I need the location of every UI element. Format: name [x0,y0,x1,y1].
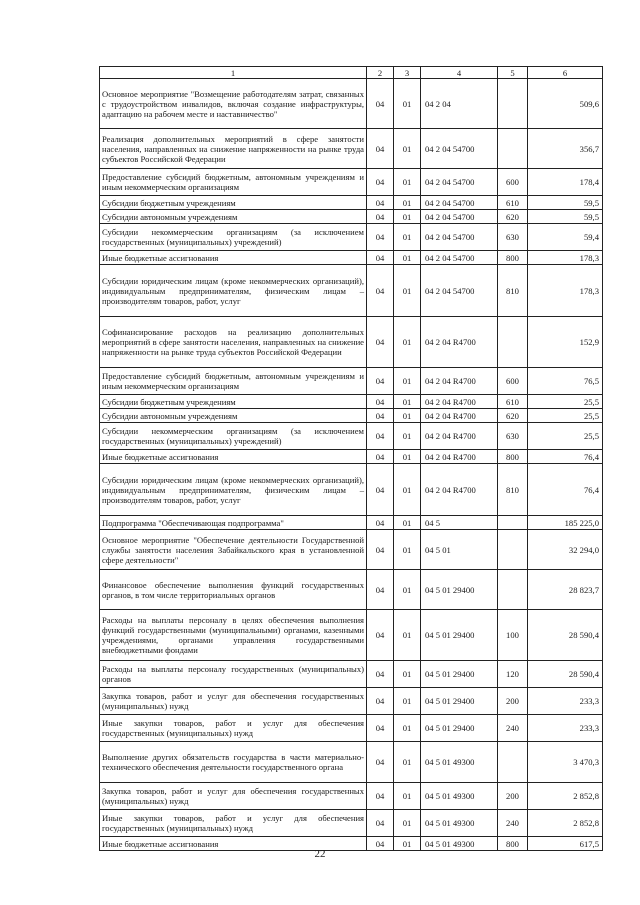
cell-amount: 233,3 [528,715,603,742]
cell-expense-type: 600 [498,368,528,395]
cell-section: 04 [367,610,394,661]
cell-target-article: 04 2 04 R4700 [421,423,498,450]
cell-name: Софинансирование расходов на реализацию дополнительных мероприятий в сфере занятости населения, направленных на снижение напряженности на рынке труда субъектов Российской Федерации [100,317,367,368]
cell-section: 04 [367,810,394,837]
cell-section: 04 [367,317,394,368]
cell-section: 04 [367,129,394,169]
table-row [100,570,603,610]
table-row [100,810,603,837]
cell-subsection: 01 [394,129,421,169]
cell-subsection: 01 [394,317,421,368]
cell-expense-type: 620 [498,409,528,423]
table-row [100,423,603,450]
cell-amount: 178,3 [528,251,603,265]
cell-expense-type [498,570,528,610]
cell-amount: 76,4 [528,450,603,464]
cell-section: 04 [367,251,394,265]
cell-subsection: 01 [394,409,421,423]
cell-section: 04 [367,516,394,530]
cell-name: Подпрограмма "Обеспечивающая подпрограмма" [100,516,367,530]
cell-name: Финансовое обеспечение выполнения функций государственных органов, в том числе территориальных органов [100,570,367,610]
cell-section: 04 [367,409,394,423]
cell-expense-type: 800 [498,450,528,464]
cell-section: 04 [367,742,394,783]
cell-section: 04 [367,570,394,610]
cell-section: 04 [367,464,394,516]
cell-expense-type: 100 [498,610,528,661]
cell-section: 04 [367,196,394,210]
cell-expense-type: 800 [498,837,528,851]
cell-amount: 59,5 [528,196,603,210]
cell-target-article: 04 5 01 29400 [421,661,498,688]
cell-amount: 152,9 [528,317,603,368]
cell-name: Основное мероприятие "Возмещение работодателям затрат, связанных с трудоустройством инвалидов, включая создание инфраструктуры, адаптацию на рабочем месте и наставничество" [100,79,367,129]
cell-name: Субсидии бюджетным учреждениям [100,196,367,210]
table-row [100,368,603,395]
table-row [100,129,603,169]
cell-section: 04 [367,530,394,570]
table-row [100,409,603,423]
budget-table-body [100,67,603,851]
cell-name: Иные бюджетные ассигнования [100,251,367,265]
table-row [100,783,603,810]
cell-subsection: 01 [394,79,421,129]
cell-subsection: 01 [394,783,421,810]
table-row [100,530,603,570]
table-row [100,715,603,742]
table-row [100,169,603,196]
cell-amount: 59,5 [528,210,603,224]
cell-section: 04 [367,210,394,224]
cell-expense-type [498,317,528,368]
cell-amount: 2 852,8 [528,810,603,837]
cell-expense-type: 810 [498,265,528,317]
cell-subsection: 01 [394,516,421,530]
cell-subsection: 01 [394,530,421,570]
cell-target-article: 04 2 04 R4700 [421,450,498,464]
cell-section: 04 [367,265,394,317]
cell-subsection: 01 [394,368,421,395]
cell-expense-type: 600 [498,169,528,196]
cell-subsection: 01 [394,265,421,317]
header-cell-name: 1 [100,67,367,79]
cell-subsection: 01 [394,196,421,210]
table-row [100,79,603,129]
cell-amount: 178,3 [528,265,603,317]
cell-target-article: 04 2 04 54700 [421,129,498,169]
cell-section: 04 [367,395,394,409]
cell-expense-type: 620 [498,210,528,224]
cell-target-article: 04 2 04 54700 [421,265,498,317]
cell-name: Предоставление субсидий бюджетным, автономным учреждениям и иным некоммерческим организациям [100,169,367,196]
cell-subsection: 01 [394,810,421,837]
cell-amount: 356,7 [528,129,603,169]
cell-subsection: 01 [394,251,421,265]
cell-amount: 617,5 [528,837,603,851]
cell-target-article: 04 5 01 29400 [421,688,498,715]
cell-subsection: 01 [394,837,421,851]
cell-amount: 233,3 [528,688,603,715]
cell-subsection: 01 [394,450,421,464]
cell-name: Предоставление субсидий бюджетным, автономным учреждениям и иным некоммерческим организациям [100,368,367,395]
cell-amount: 185 225,0 [528,516,603,530]
table-row [100,224,603,251]
table-row [100,742,603,783]
cell-name: Субсидии юридическим лицам (кроме некоммерческих организаций), индивидуальным предпринимателям, физическим лицам – производителям товаров, работ, услуг [100,265,367,317]
cell-target-article: 04 5 01 49300 [421,810,498,837]
cell-amount: 28 590,4 [528,661,603,688]
cell-name: Субсидии некоммерческим организациям (за исключением государственных (муниципальных) учреждений) [100,224,367,251]
cell-amount: 25,5 [528,423,603,450]
cell-amount: 28 590,4 [528,610,603,661]
header-cell-pr: 3 [394,67,421,79]
cell-expense-type [498,129,528,169]
cell-amount: 59,4 [528,224,603,251]
cell-expense-type: 200 [498,688,528,715]
cell-section: 04 [367,423,394,450]
header-cell-rz: 2 [367,67,394,79]
cell-amount: 178,4 [528,169,603,196]
cell-expense-type: 200 [498,783,528,810]
cell-section: 04 [367,661,394,688]
cell-subsection: 01 [394,610,421,661]
cell-name: Выполнение других обязательств государства в части материально-технического обеспечения деятельности государственного органа [100,742,367,783]
cell-amount: 32 294,0 [528,530,603,570]
cell-section: 04 [367,715,394,742]
cell-target-article: 04 5 01 29400 [421,715,498,742]
table-row [100,610,603,661]
cell-subsection: 01 [394,224,421,251]
cell-name: Субсидии автономным учреждениям [100,409,367,423]
cell-target-article: 04 2 04 R4700 [421,368,498,395]
table-header-row [100,67,603,79]
table-row [100,317,603,368]
cell-subsection: 01 [394,464,421,516]
cell-section: 04 [367,79,394,129]
cell-amount: 25,5 [528,409,603,423]
page-number: 22 [314,848,326,860]
cell-section: 04 [367,169,394,196]
cell-expense-type [498,742,528,783]
cell-expense-type: 610 [498,196,528,210]
cell-subsection: 01 [394,688,421,715]
cell-name: Закупка товаров, работ и услуг для обеспечения государственных (муниципальных) нужд [100,783,367,810]
cell-expense-type: 240 [498,715,528,742]
cell-subsection: 01 [394,661,421,688]
cell-section: 04 [367,688,394,715]
cell-target-article: 04 5 01 49300 [421,742,498,783]
cell-target-article: 04 5 01 49300 [421,837,498,851]
cell-subsection: 01 [394,210,421,224]
budget-table [99,66,603,851]
cell-subsection: 01 [394,395,421,409]
cell-name: Закупка товаров, работ и услуг для обеспечения государственных (муниципальных) нужд [100,688,367,715]
cell-name: Субсидии некоммерческим организациям (за исключением государственных (муниципальных) учреждений) [100,423,367,450]
cell-target-article: 04 2 04 R4700 [421,317,498,368]
cell-section: 04 [367,368,394,395]
table-row [100,450,603,464]
cell-target-article: 04 5 [421,516,498,530]
cell-name: Расходы на выплаты персоналу государственных (муниципальных) органов [100,661,367,688]
header-cell-sum: 6 [528,67,603,79]
cell-section: 04 [367,224,394,251]
cell-target-article: 04 5 01 29400 [421,570,498,610]
cell-amount: 76,5 [528,368,603,395]
cell-section: 04 [367,837,394,851]
cell-amount: 28 823,7 [528,570,603,610]
cell-name: Расходы на выплаты персоналу в целях обеспечения выполнения функций государственными (муниципальными) органами, казенными учреждениями, органами управления государственными внебюджетными фондами [100,610,367,661]
cell-amount: 25,5 [528,395,603,409]
cell-subsection: 01 [394,742,421,783]
cell-expense-type: 800 [498,251,528,265]
cell-expense-type [498,516,528,530]
table-row [100,251,603,265]
cell-target-article: 04 2 04 R4700 [421,464,498,516]
cell-target-article: 04 2 04 R4700 [421,395,498,409]
header-cell-csr: 4 [421,67,498,79]
cell-target-article: 04 2 04 54700 [421,224,498,251]
cell-expense-type: 810 [498,464,528,516]
cell-subsection: 01 [394,715,421,742]
cell-expense-type: 120 [498,661,528,688]
cell-name: Субсидии юридическим лицам (кроме некоммерческих организаций), индивидуальным предпринимателям, физическим лицам – производителям товаров, работ, услуг [100,464,367,516]
cell-amount: 509,6 [528,79,603,129]
cell-name: Реализация дополнительных мероприятий в сфере занятости населения, направленных на снижение напряженности на рынке труда субъектов Российской Федерации [100,129,367,169]
cell-name: Субсидии автономным учреждениям [100,210,367,224]
cell-name: Иные бюджетные ассигнования [100,450,367,464]
cell-section: 04 [367,783,394,810]
cell-amount: 2 852,8 [528,783,603,810]
cell-name: Субсидии бюджетным учреждениям [100,395,367,409]
cell-name: Иные бюджетные ассигнования [100,837,367,851]
cell-subsection: 01 [394,570,421,610]
header-cell-vr: 5 [498,67,528,79]
cell-expense-type: 630 [498,423,528,450]
table-row [100,464,603,516]
table-row [100,516,603,530]
cell-subsection: 01 [394,169,421,196]
table-row [100,210,603,224]
cell-expense-type: 610 [498,395,528,409]
table-row [100,196,603,210]
cell-target-article: 04 2 04 54700 [421,196,498,210]
cell-target-article: 04 5 01 49300 [421,783,498,810]
cell-section: 04 [367,450,394,464]
table-row [100,265,603,317]
cell-expense-type: 240 [498,810,528,837]
cell-amount: 3 470,3 [528,742,603,783]
cell-target-article: 04 2 04 [421,79,498,129]
cell-name: Иные закупки товаров, работ и услуг для обеспечения государственных (муниципальных) нужд [100,715,367,742]
cell-subsection: 01 [394,423,421,450]
cell-name: Иные закупки товаров, работ и услуг для обеспечения государственных (муниципальных) нужд [100,810,367,837]
cell-expense-type [498,79,528,129]
cell-target-article: 04 2 04 54700 [421,169,498,196]
cell-target-article: 04 5 01 29400 [421,610,498,661]
cell-name: Основное мероприятие "Обеспечение деятельности Государственной службы занятости населения Забайкальского края в установленной сфере деятельности" [100,530,367,570]
cell-target-article: 04 2 04 54700 [421,251,498,265]
cell-expense-type [498,530,528,570]
table-row [100,661,603,688]
cell-expense-type: 630 [498,224,528,251]
cell-target-article: 04 5 01 [421,530,498,570]
cell-target-article: 04 2 04 R4700 [421,409,498,423]
cell-amount: 76,4 [528,464,603,516]
table-row [100,395,603,409]
table-row [100,688,603,715]
cell-target-article: 04 2 04 54700 [421,210,498,224]
